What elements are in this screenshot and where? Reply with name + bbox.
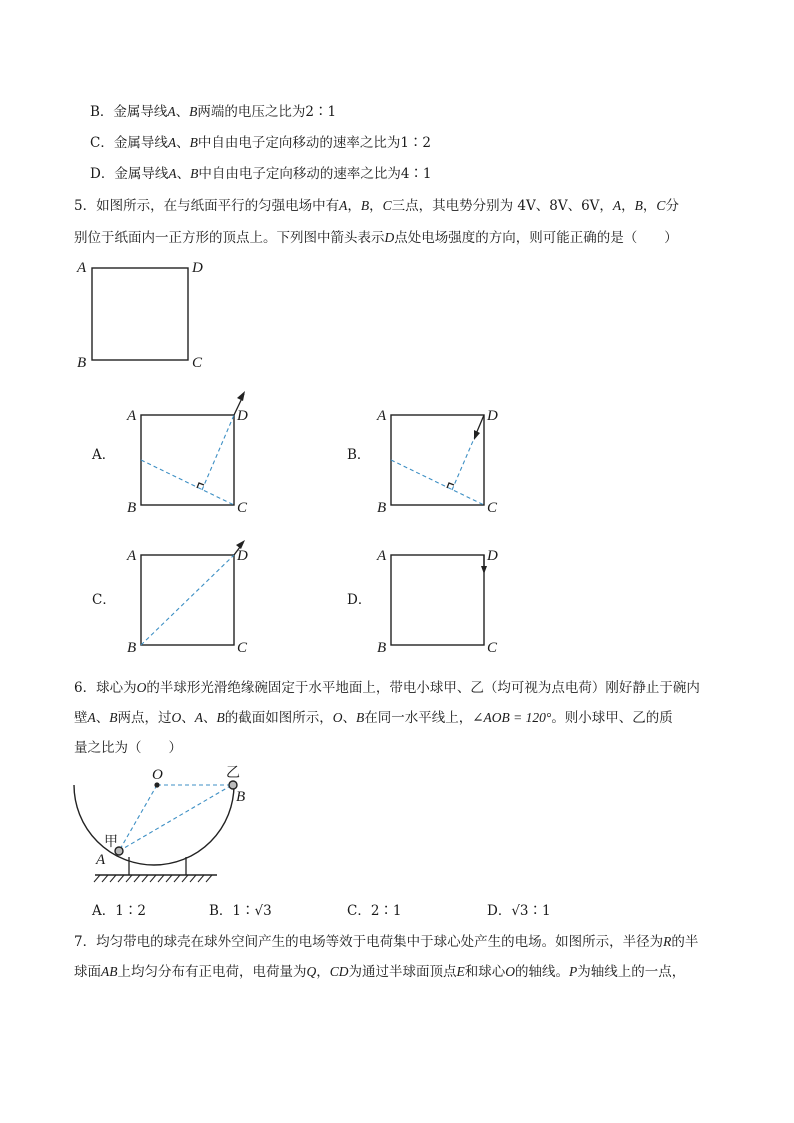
q6-option-b[interactable]: B．1∶√3	[209, 903, 272, 919]
option-a-label-c: C	[237, 500, 248, 516]
label-o: O	[152, 767, 163, 783]
q4-option-c: C．金属导线A、B中自由电子定向移动的速率之比为1∶2	[90, 135, 432, 151]
q4-option-d: D．金属导线A、B中自由电子定向移动的速率之比为4∶1	[90, 166, 432, 182]
vertex-label-b: B	[77, 355, 87, 371]
option-b-label-d: D	[487, 408, 498, 424]
q5-option-c-label[interactable]: C．	[92, 592, 116, 608]
vertex-label-a: A	[77, 260, 87, 276]
label-jia: 甲	[104, 835, 118, 850]
q6-stem-line2: 壁A、B两点，过O、A、B的截面如图所示，O、B在同一水平线上，∠AOB = 120°。则小球甲、乙的质	[74, 710, 673, 726]
option-c-label-a: A	[127, 548, 137, 564]
label-b: B	[236, 789, 246, 805]
q6-option-d[interactable]: D．√3∶1	[487, 903, 551, 919]
q6-stem-line3: 量之比为（ ）	[74, 740, 182, 756]
q6-stem-line1: 6．球心为O的半球形光滑绝缘碗固定于水平地面上，带电小球甲、乙（均可视为点电荷）刚好静止于碗内	[74, 680, 700, 696]
option-b-label-b: B	[377, 500, 387, 516]
q7-stem-line2: 球面AB上均匀分布有正电荷，电荷量为Q，CD为通过半球面顶点E和球心O的轴线。P为轴线上的一点，	[74, 964, 686, 980]
option-b-label-c: C	[487, 500, 498, 516]
vertex-label-d: D	[192, 260, 203, 276]
option-d-label-d: D	[487, 548, 498, 564]
dashed-ab	[119, 785, 232, 851]
option-a-label-a: A	[127, 408, 137, 424]
dashed-oa	[119, 785, 157, 851]
center-point-o	[154, 782, 159, 787]
q6-option-c[interactable]: C．2∶1	[347, 903, 402, 919]
option-a-label-b: B	[127, 500, 137, 516]
option-c-label-d: D	[237, 548, 248, 564]
option-b-label-a: A	[377, 408, 387, 424]
q4-option-b: B．金属导线A、B两端的电压之比为2∶1	[90, 104, 337, 120]
option-c-label-b: B	[127, 640, 137, 656]
q5-option-a-label[interactable]: A．	[92, 447, 116, 463]
option-d-label-a: A	[377, 548, 387, 564]
q6-option-a[interactable]: A．1∶2	[92, 903, 146, 919]
option-d-label-c: C	[487, 640, 498, 656]
q7-stem-line1: 7．均匀带电的球壳在球外空间产生的电场等效于电荷集中于球心处产生的电场。如图所示，半径为R的半	[74, 934, 699, 950]
q5-option-d-label[interactable]: D．	[347, 592, 372, 608]
option-d-label-b: B	[377, 640, 387, 656]
option-a-label-d: D	[237, 408, 248, 424]
ground-hatching	[94, 875, 212, 882]
q5-stem-line1: 5．如图所示，在与纸面平行的匀强电场中有A，B，C三点，其电势分别为 4V、8V、6V，A，B，C分	[74, 198, 679, 214]
label-yi: 乙	[226, 766, 240, 781]
q5-option-b-label[interactable]: B．	[347, 447, 371, 463]
option-c-label-c: C	[237, 640, 248, 656]
label-a: A	[96, 852, 106, 868]
q5-stem-line2: 别位于纸面内一正方形的顶点上。下列图中箭头表示D点处电场强度的方向，则可能正确的是（ ）	[74, 230, 678, 246]
ball-yi	[229, 781, 237, 789]
vertex-label-c: C	[192, 355, 203, 371]
